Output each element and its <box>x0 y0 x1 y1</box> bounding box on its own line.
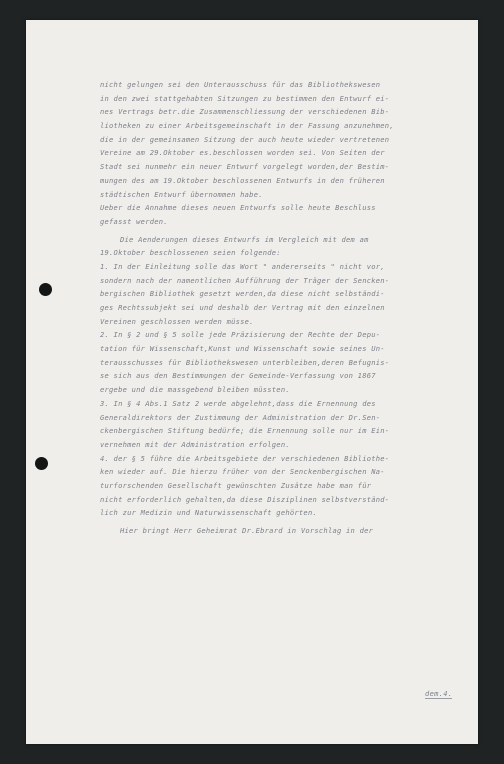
text-line: Ueber die Annahme dieses neuen Entwurfs solle heute Beschluss <box>100 203 376 213</box>
text-line: vernehmen mit der Administration erfolgen. <box>100 439 290 449</box>
punch-hole <box>39 283 52 296</box>
page-continuation-marker: dem.4. <box>425 689 453 698</box>
text-line: 4. der § 5 führe die Arbeitsgebiete der verschiedenen Bibliothe- <box>100 453 390 463</box>
text-line: ges Rechtssubjekt sei und deshalb der Vertrag mit den einzelnen <box>100 303 385 312</box>
text-line: die in der gemeinsamen Sitzung der auch heute wieder vertretenen <box>100 134 390 144</box>
text-line: in den zwei stattgehabten Sitzungen zu bestimmen den Entwurf ei- <box>100 93 390 103</box>
text-line: sondern nach der namentlichen Aufführung der Träger der Sencken- <box>100 275 390 285</box>
text-line: 3. In § 4 Abs.1 Satz 2 werde abgelehnt,dass die Ernennung des <box>100 398 376 408</box>
text-line: nicht erforderlich gehalten,da diese Disziplinen selbstverständ- <box>100 494 390 504</box>
text-line: ken wieder auf. Die hierzu früher von der Senckenbergischen Na- <box>100 467 385 477</box>
text-line: liotheken zu einer Arbeitsgemeinschaft in der Fassung anzunehmen, <box>100 121 394 131</box>
text-line: 2. In § 2 und § 5 solle jede Präzisierung der Rechte der Depu- <box>100 330 381 340</box>
text-line: Vereine am 29.Oktober es.beschlossen worden sei. Von Seiten der <box>100 148 385 158</box>
text-line: Die Aenderungen dieses Entwurfs im Vergleich mit dem am <box>120 234 369 244</box>
text-line: nicht gelungen sei den Unterausschuss für das Bibliothekswesen <box>100 80 381 89</box>
text-line: bergischen Bibliothek gesetzt werden,da diese nicht selbständi- <box>100 289 385 299</box>
text-line: ckenbergischen Stiftung bedürfe; die Ernennung solle nur im Ein- <box>100 426 390 436</box>
text-line: Vereinen geschlossen werden müsse. <box>100 316 254 326</box>
text-line: se sich aus den Bestimmungen der Gemeinde-Verfassung von 1867 <box>100 371 376 381</box>
text-line: Generaldirektors der Zustimmung der Administration der Dr.Sen- <box>100 412 381 422</box>
text-line: ergebe und die massgebend bleiben müssten. <box>100 385 290 395</box>
text-line: städtischen Entwurf übernommen habe. <box>100 189 263 199</box>
text-line: lich zur Medizin und Naturwissenschaft gehörten. <box>100 508 317 518</box>
text-line: turforschenden Gesellschaft gewünschten Zusätze habe man für <box>100 480 372 490</box>
text-line: tation für Wissenschaft,Kunst und Wissenschaft sowie seines Un- <box>100 344 385 354</box>
text-line: nes Vertrags betr.die Zusammenschliessung der verschiedenen Bib- <box>100 107 390 117</box>
text-line: terausschusses für Bibliothekswesen unterbleiben,deren Befugnis- <box>100 357 390 367</box>
text-line: Stadt sei nunmehr ein neuer Entwurf vorgelegt worden,der Bestim- <box>100 162 390 172</box>
text-line: 1. In der Einleitung solle das Wort " andererseits " nicht vor, <box>100 261 385 271</box>
text-line: mungen des am 19.Oktober beschlossenen Entwurfs in den früheren <box>100 175 385 185</box>
punch-hole <box>35 457 48 470</box>
text-line: Hier bringt Herr Geheimrat Dr.Ebrard in Vorschlag in der <box>120 526 374 535</box>
text-line: gefasst werden. <box>100 216 168 226</box>
text-line: 19.Oktober beschlossenen seien folgende: <box>100 248 281 258</box>
document-body <box>100 78 472 538</box>
